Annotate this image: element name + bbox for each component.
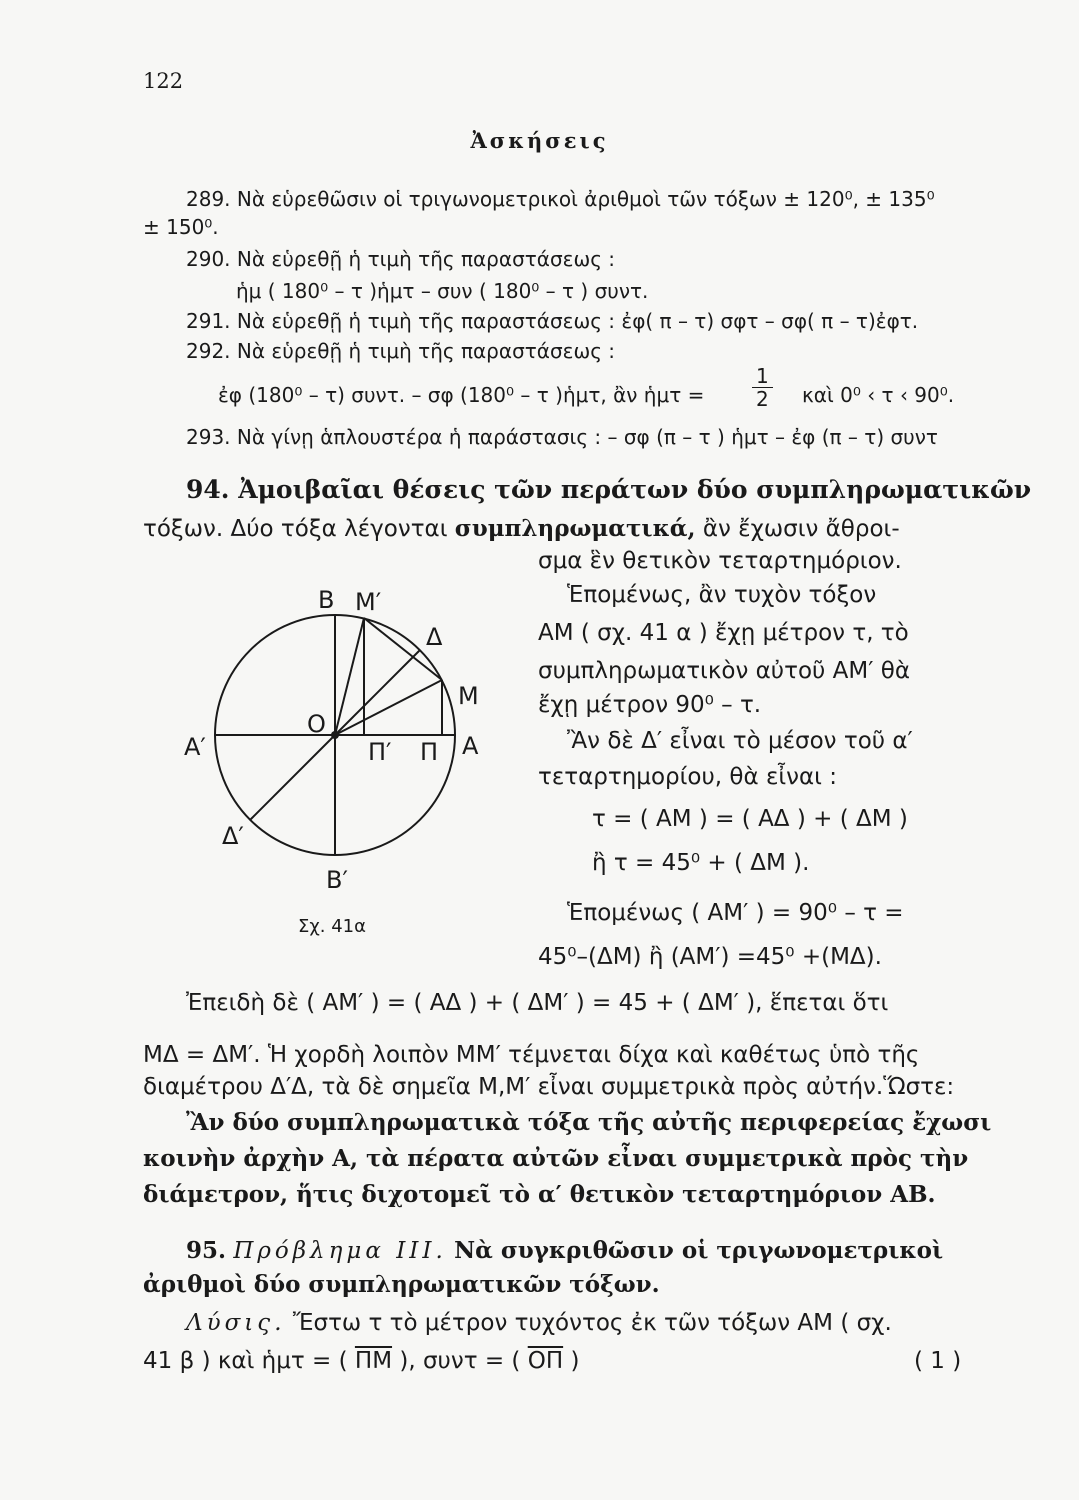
label-Delta-prime: Δ′	[222, 822, 244, 850]
label-Pi: Π	[420, 738, 439, 766]
s94-para-1: Ἐπειδὴ δὲ ( ΑΜ′ ) = ( ΑΔ ) + ( ΔΜ′ ) = 45 + ( ΔΜ′ ), ἕπεται ὅτι	[186, 990, 889, 1016]
equation-number-1: ( 1 )	[914, 1348, 962, 1374]
exercise-292-expr: ἐφ (180⁰ – τ) συντ. – σφ (180⁰ – τ )ἡμτ, ἂν ἡμτ =	[218, 383, 705, 407]
radius-om	[335, 680, 442, 735]
s95-l2-e: )	[570, 1348, 580, 1374]
label-B: Β	[318, 586, 335, 614]
s94-line2-a: τόξων. Δύο τόξα λέγονται	[143, 516, 448, 542]
diameter-deltaprime	[250, 735, 335, 820]
s95-l2-c: ), συντ = (	[399, 1348, 521, 1374]
exercise-291: 291. Νὰ εὑρεθῇ ἡ τιμὴ τῆς παραστάσεως : ἐφ( π – τ) σφτ – σφ( π – τ)ἐφτ.	[186, 309, 919, 333]
label-A-prime: Α′	[184, 733, 206, 761]
section-94-heading: 94. Ἀμοιβαῖαι θέσεις τῶν περάτων δύο συμπληρωματικῶν	[186, 475, 1032, 504]
s95-heading-rest: Νὰ συγκριθῶσιν οἱ τριγωνομετρικοὶ	[454, 1237, 944, 1264]
figure-caption: Σχ. 41α	[298, 916, 366, 937]
s95-problem-label: Πρόβλημα ΙΙΙ.	[233, 1238, 447, 1264]
figure-41a	[180, 580, 500, 940]
s94-right-6: τεταρτημορίου, θὰ εἶναι :	[538, 764, 838, 790]
s95-number: 95.	[186, 1237, 227, 1264]
s94-right-3: συμπληρωματικὸν αὐτοῦ ΑΜ′ θὰ	[538, 658, 910, 684]
s95-lysis-label: Λύσις.	[186, 1310, 286, 1336]
s94-right-4: ἔχῃ μέτρον 90⁰ – τ.	[538, 692, 762, 718]
section-95-line2: ἀριθμοὶ δύο συμπληρωματικῶν τόξων.	[143, 1271, 660, 1298]
fraction-numerator: 1	[752, 365, 773, 388]
s94-right-2: ΑΜ ( σχ. 41 α ) ἔχῃ μέτρον τ, τὸ	[538, 620, 909, 646]
s94-right-10: 45⁰–(ΔΜ) ἢ (ΑΜ′) =45⁰ +(ΜΔ).	[538, 944, 882, 970]
s94-right-9: Ἑπομένως ( ΑΜ′ ) = 90⁰ – τ =	[567, 900, 904, 926]
exercise-292-condition: καὶ 0⁰ ‹ τ ‹ 90⁰.	[802, 383, 955, 407]
section-94-line2	[143, 514, 900, 544]
section-94-line3: σμα ἓν θετικὸν τεταρτημόριον.	[538, 548, 902, 574]
exercise-289-cont: ± 150⁰.	[143, 215, 219, 239]
radius-omprime	[335, 618, 364, 735]
label-B-prime: Β′	[326, 866, 348, 894]
s95-l2-a: 41 β ) καὶ ἡμτ = (	[143, 1348, 348, 1374]
s95-solution-line2	[143, 1346, 579, 1376]
section-95-heading	[186, 1236, 943, 1266]
s95-l1-text: Ἔστω τ τὸ μέτρον τυχόντος ἐκ τῶν τόξων ΑΜ ( σχ.	[292, 1310, 892, 1336]
center-point	[331, 731, 339, 739]
exercise-290-expr: ἡμ ( 180⁰ – τ )ἡμτ – συν ( 180⁰ – τ ) συντ.	[236, 279, 649, 303]
fraction-one-half	[752, 365, 773, 410]
s94-right-1: Ἑπομένως, ἂν τυχὸν τόξον	[567, 582, 877, 608]
exercise-293: 293. Νὰ γίνῃ ἁπλουστέρα ἡ παράστασις : – σφ (π – τ ) ἡμτ – ἐφ (π – τ) συντ	[186, 425, 938, 449]
fraction-denominator: 2	[756, 387, 769, 411]
exercise-290: 290. Νὰ εὑρεθῇ ἡ τιμὴ τῆς παραστάσεως :	[186, 247, 616, 271]
s94-right-7: τ = ( ΑΜ ) = ( ΑΔ ) + ( ΔΜ )	[592, 806, 908, 832]
s94-right-8: ἢ τ = 45⁰ + ( ΔΜ ).	[592, 850, 810, 876]
label-M: Μ	[458, 682, 479, 710]
exercise-289: 289. Νὰ εὑρεθῶσιν οἱ τριγωνομετρικοὶ ἀριθμοὶ τῶν τόξων ± 120⁰, ± 135⁰	[186, 187, 935, 211]
s95-solution-line1	[186, 1308, 892, 1338]
s94-right-5: Ἂν δὲ Δ′ εἶναι τὸ μέσον τοῦ α′	[567, 728, 913, 754]
exercise-292: 292. Νὰ εὑρεθῇ ἡ τιμὴ τῆς παραστάσεως :	[186, 339, 616, 363]
s94-para-3: διαμέτρου Δ′Δ, τὰ δὲ σημεῖα Μ,Μ′ εἶναι συμμετρικὰ πρὸς αὐτήν.Ὥστε:	[143, 1074, 955, 1100]
s95-l2-op: $\overline{O\Pi}$	[527, 1348, 564, 1374]
label-O: Ο	[307, 710, 326, 738]
diameter-delta	[335, 650, 420, 735]
label-A: Α	[462, 732, 479, 760]
section-title: Ἀσκήσεις	[470, 128, 609, 153]
page-number: 122	[143, 69, 184, 93]
label-M-prime: Μ′	[355, 588, 382, 616]
theorem-line-2: κοινὴν ἀρχὴν Α, τὰ πέρατα αὐτῶν εἶναι συμμετρικὰ πρὸς τὴν	[143, 1145, 969, 1172]
s94-line2-c: ἂν ἔχωσιν ἄθροι-	[702, 516, 900, 542]
theorem-line-3: διάμετρον, ἥτις διχοτομεῖ τὸ α′ θετικὸν τεταρτημόριον ΑΒ.	[143, 1181, 936, 1208]
s94-para-2: ΜΔ = ΔΜ′. Ἡ χορδὴ λοιπὸν ΜΜ′ τέμνεται δίχα καὶ καθέτως ὑπὸ τῆς	[143, 1042, 920, 1068]
s94-defined-term: συμπληρωματικά,	[454, 515, 696, 542]
theorem-line-1: Ἂν δύο συμπληρωματικὰ τόξα τῆς αὐτῆς περιφερείας ἔχωσι	[186, 1109, 992, 1136]
s95-l2-pm: $\overline{\Pi M}$	[354, 1348, 393, 1374]
label-Pi-prime: Π′	[368, 738, 392, 766]
label-Delta: Δ	[426, 623, 443, 651]
